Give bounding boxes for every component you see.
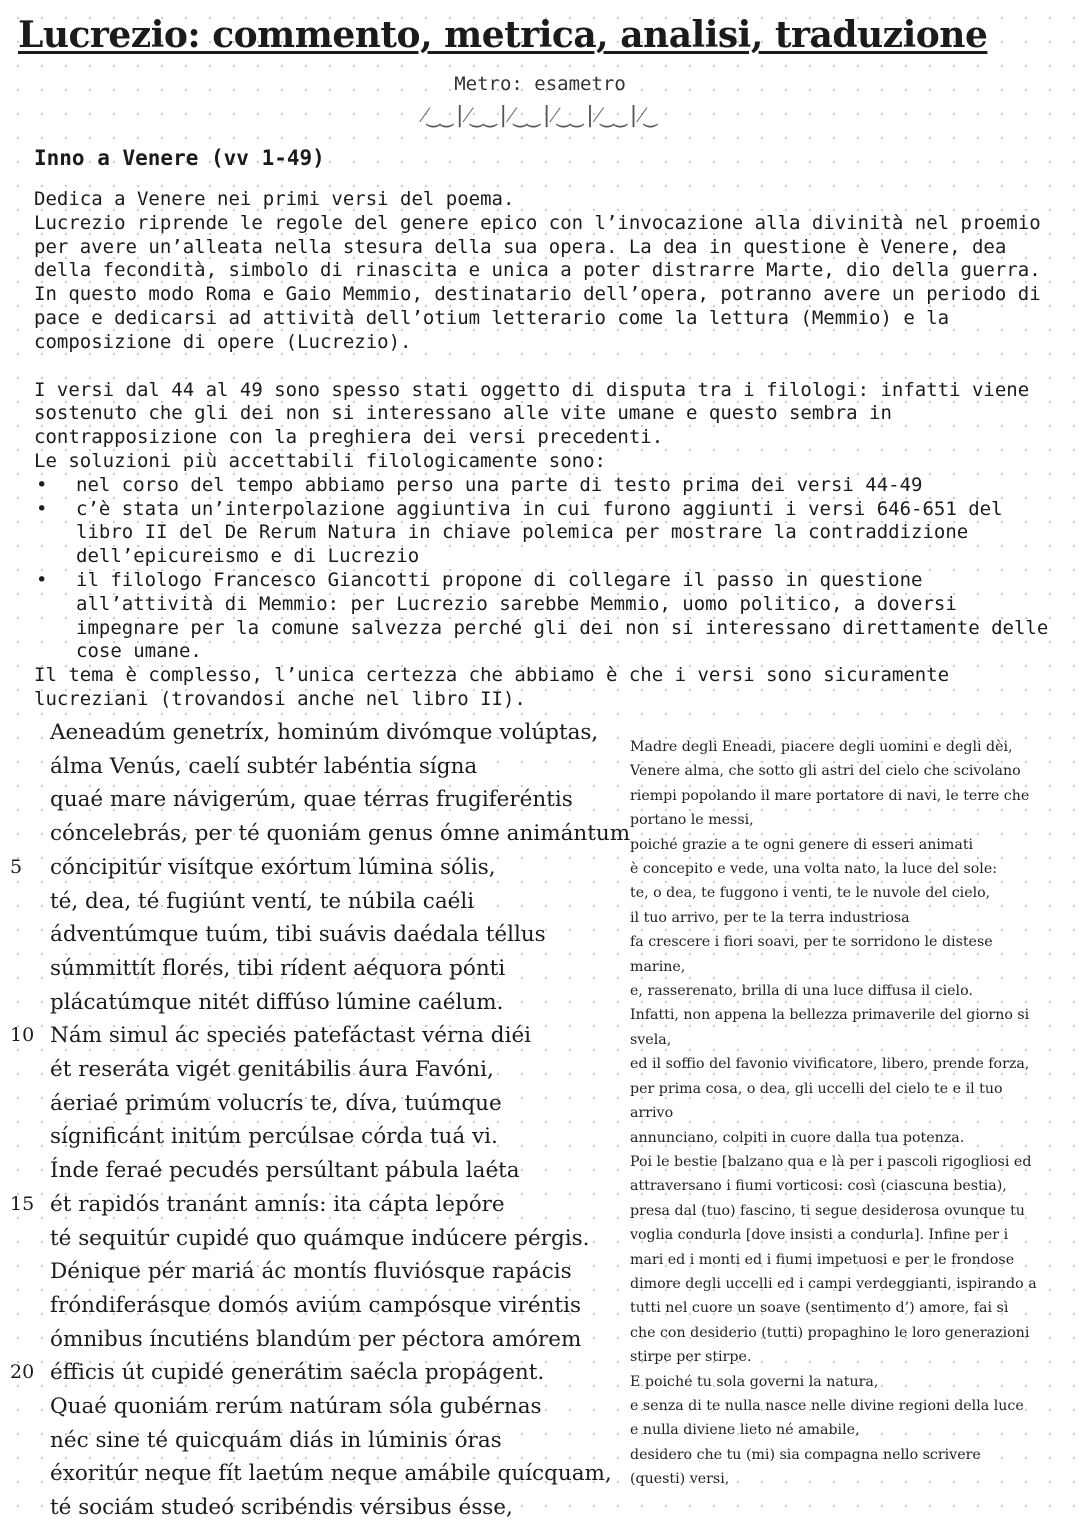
page-title: Lucrezio: commento, metrica, analisi, traduzione [18,14,988,56]
verse-number [10,1323,50,1357]
verse-line [10,1356,630,1390]
verse-text: té, dea, té fugiúnt ventí, te núbila caéli [50,888,475,914]
verse-text: quaé mare návigerúm, quae térras frugiferéntis [50,787,573,813]
bullet-icon: • [36,497,48,520]
verse-text: éxoritúr neque fít laetúm neque amábile quícquam, [50,1461,612,1487]
translation-line: che con desiderio (tutti) propaghino le loro generazioni [630,1324,1030,1341]
solutions-list [34,474,1059,664]
verse-text: té sequitúr cupidé quo quámque indúcere pérgis. [50,1225,590,1251]
verse-line [10,1289,630,1323]
list-item: • c’è stata un’interpolazione aggiuntiva in cui furono aggiunti i versi 646-651 del libro II del De Rerum Natura in chiave polemica per mostrare la contraddizione dell’epicureismo e di Lucrezio [36,497,1003,568]
verse-text: Índe feraé pecudés persúltant pábula laéta [50,1158,520,1184]
translation-line: mari ed i monti ed i fiumi impetuosi e per le frondose [630,1251,1015,1268]
verse-text: té sociám studeó scribéndis vérsibus ésse, [50,1495,513,1521]
translation-line: tutti nel cuore un soave (sentimento d’) amore, fai sì [630,1300,1009,1317]
list-item: • il filologo Francesco Giancotti propone di collegare il passo in questione all’attività di Memmio: per Lucrezio sarebbe Memmio, uomo politico, a doversi impegnare per la comune salvezza perché gli dei non si interessano direttamente delle cose umane. [36,568,1049,663]
verse-line [10,918,630,952]
intro-paragraph: Il tema è complesso, l’unica certezza che abbiamo è che i versi sono sicuramente lucreziani (trovandosi anche nel libro II). [34,664,950,710]
intro-paragraph: Dedica a Venere nei primi versi del poema. [34,188,515,210]
verse-line [10,1154,630,1188]
verse-text: álma Venús, caelí subtér labéntia sígna [50,753,478,779]
translation-line: fa crescere i fiori soavi, per te sorridono le distese [630,934,993,951]
verse-text: néc sine té quicquám diás in lúminis óras [50,1427,502,1453]
translation-line: (questi) versi, [630,1471,730,1488]
intro-paragraph: Le soluzioni più accettabili filologicamente sono: [34,449,606,472]
verse-line [10,1323,630,1357]
intro-paragraph: Lucrezio riprende le regole del genere epico con l’invocazione alla divinità nel proemio per avere un’alleata nella stesura della sua opera. La dea in questione è Venere, dea della fecondità, simbolo di rinascita e unica a poter distrarre Marte, dio della guerra. [34,211,1041,282]
intro-commentary [34,188,1059,712]
translation-line: stirpe per stirpe. [630,1349,752,1366]
verse-number: 20 [10,1361,35,1384]
verse-text: fróndiferásque domós aviúm campósque viréntis [50,1292,582,1318]
translation-line: e, rasserenato, brilla di una luce diffusa il cielo. [630,983,973,1000]
verse-number: 10 [10,1024,35,1047]
verse-text: súmmittít florés, tibi rídent aéquora pónti [50,955,506,981]
translation-line: attraversano i fiumi vorticosi: così (ciascuna bestia), [630,1178,1007,1195]
verse-line [10,1188,630,1222]
bullet-icon: • [36,473,48,496]
translation-line: poiché grazie a te ogni genere di esseri animati [630,836,974,853]
intro-paragraph: In questo modo Roma e Gaio Memmio, destinatario dell’opera, potranno avere un periodo di pace e dedicarsi ad attività dell’otium letterario come la lettura (Memmio) e la composizione di opere (Lucrezio). [34,283,1041,353]
verse-number [10,1154,50,1188]
translation-line: riempi popolando il mare portatore di navi, le terre che [630,787,1030,804]
translation-line: annunciano, colpiti in cuore dalla tua potenza. [630,1129,965,1146]
verse-line [10,851,630,885]
verse-line [10,1255,630,1289]
verse-number [10,1222,50,1256]
verse-number [10,1424,50,1458]
translation-line: te, o dea, te fuggono i venti, te le nuvole del cielo, [630,885,991,902]
translation-line: presa dal (tuo) fascino, ti segue desiderosa ovunque tu [630,1202,1025,1219]
intro-paragraph: I versi dal 44 al 49 sono spesso stati oggetto di disputa tra i filologi: infatti viene sostenuto che gli dei non si interessano alle vite umane e questo sembra in contrapposizione con la preghiera dei versi precedenti. [34,378,1030,449]
verse-number [10,1457,50,1491]
translation-line: dimore degli uccelli ed i campi verdeggianti, ispirando a [630,1275,1037,1292]
verse-number [10,1120,50,1154]
verse-line [10,1120,630,1154]
verse-line [10,1222,630,1256]
verse-number [10,817,50,851]
bullet-icon: • [36,568,48,591]
verse-text: cóncelebrás, per té quoniám genus ómne animántum [50,821,631,847]
verse-number: 15 [10,1192,35,1215]
list-item: • nel corso del tempo abbiamo perso una parte di testo prima dei versi 44-49 [36,473,923,496]
verse-text: Aeneadúm genetríx, hominúm divómque volúptas, [50,720,599,745]
translation-line: è concepito e vede, una volta nato, la luce del sole: [630,861,998,878]
verse-number [10,1255,50,1289]
translation-line: marine, [630,958,686,975]
translation-line: Infatti, non appena la bellezza primaverile del giorno si [630,1007,1030,1024]
translation-line: Madre degli Eneadi, piacere degli uomini e degli dèi, [630,739,1013,755]
verse-number [10,716,50,750]
translation-line: voglia condurla [dove insisti a condurla]. Infine per i [630,1227,1009,1244]
translation-line: Poi le bestie [balzano qua e là per i pascoli rigogliosi ed [630,1153,1032,1170]
verse-text: cóncipitúr visítque exórtum lúmina sólis, [50,854,496,880]
verse-number [10,750,50,784]
verse-number [10,986,50,1020]
verse-line [10,885,630,919]
translation-line: e nulla diviene lieto né amabile, [630,1422,860,1439]
verse-line [10,750,630,784]
verse-number [10,918,50,952]
verse-text: sígnificánt initúm percúlsae córda tuá vi. [50,1124,498,1150]
verse-number [10,1390,50,1424]
section-title: Inno a Venere (vv 1-49) [34,146,325,170]
translation-line: E poiché tu sola governi la natura, [630,1373,879,1390]
translation-line: svela, [630,1031,672,1048]
verse-line [10,817,630,851]
verse-text: Nám simul ác speciés patefáctast vérna diéi [50,1023,532,1049]
verse-line [10,716,630,750]
translation-line: per prima cosa, o dea, gli uccelli del cielo te e il tuo [630,1080,1003,1097]
verse-line [10,1053,630,1087]
translation-line: Venere alma, che sotto gli astri del cielo che scivolano [630,763,1021,780]
verse-text: Dénique pér mariá ác montís fluviósque rapácis [50,1259,572,1285]
verse-line [10,1424,630,1458]
verse-text: ádventúmque tuúm, tibi suávis daédala téllus [50,922,546,948]
verse-number [10,1053,50,1087]
translation-line: arrivo [630,1105,674,1122]
verse-line [10,986,630,1020]
translation-line: ed il soffio del favonio vivificatore, libero, prende forza, [630,1056,1030,1073]
verse-number [10,952,50,986]
translation-line: desidero che tu (mi) sia compagna nello scrivere [630,1446,981,1463]
verse-text: éfficis út cupidé generátim saécla propágent. [50,1360,545,1386]
translation-line: il tuo arrivo, per te la terra industriosa [630,909,910,926]
verse-number [10,783,50,817]
latin-verses [10,716,630,1525]
verse-number [10,1087,50,1121]
italian-translation [630,735,1075,1492]
verse-number: 5 [10,855,23,878]
verse-text: ét reseráta vigét genitábilis áura Favóni, [50,1057,494,1083]
verse-line [10,952,630,986]
verse-line [10,1457,630,1491]
meter-scheme: ⁄‿‿|⁄‿‿|⁄‿‿|⁄‿‿|⁄‿‿|⁄‿ [423,103,657,128]
verse-text: plácatúmque nitét diffúso lúmine caélum. [50,989,504,1015]
verse-line [10,1087,630,1121]
verse-line [10,1390,630,1424]
verse-line [10,1491,630,1525]
translation-line: portano le messi, [630,812,754,829]
verse-text: Quaé quoniám rerúm natúram sóla gubérnas [50,1394,542,1420]
verse-text: ét rapidós tranánt amnís: ita cápta lepóre [50,1191,505,1217]
verse-number [10,1491,50,1525]
meter-label: Metro: esametro [454,73,626,95]
verse-line [10,783,630,817]
verse-line [10,1019,630,1053]
translation-line: e senza di te nulla nasce nelle divine regioni della luce [630,1397,1024,1414]
verse-number [10,885,50,919]
verse-text: ómnibus íncutiéns blandúm per péctora amórem [50,1326,582,1352]
verse-text: áeriaé primúm volucrís te, díva, tuúmque [50,1090,502,1116]
verse-number [10,1289,50,1323]
